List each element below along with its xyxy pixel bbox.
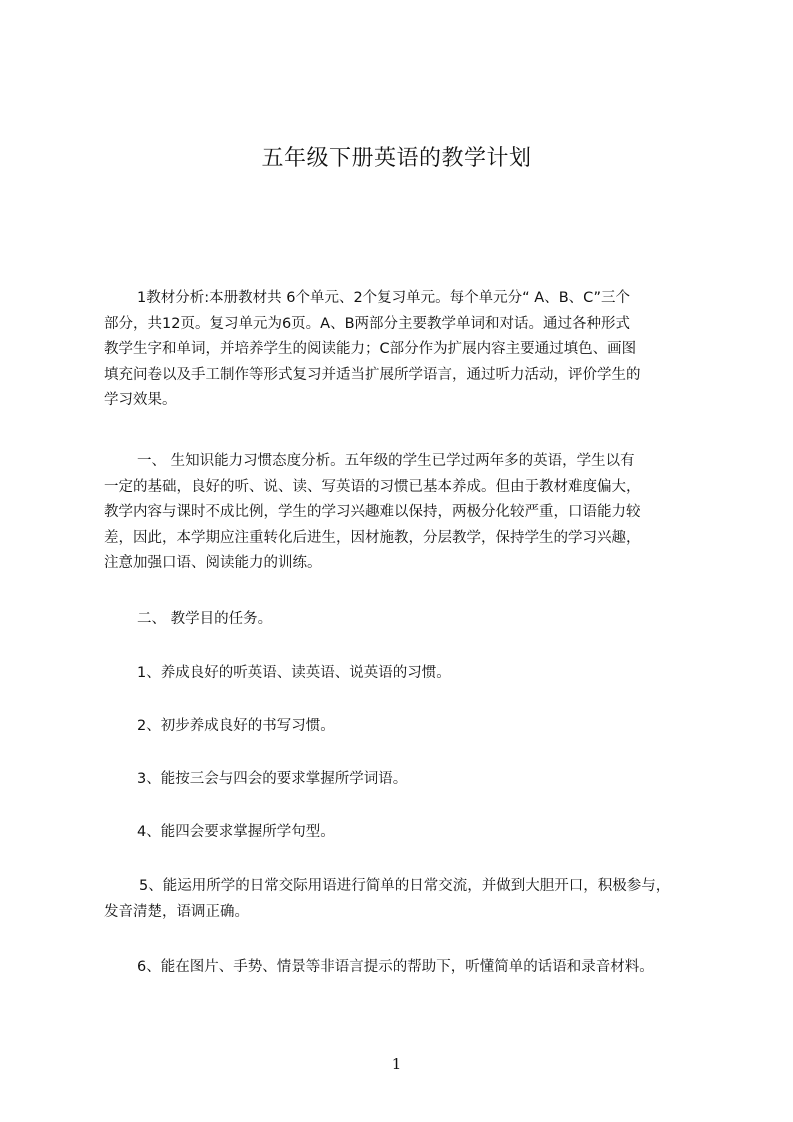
list-item: 1、养成良好的听英语、读英语、说英语的习惯。 — [137, 665, 451, 681]
document-title: 五年级下册英语的教学计划 — [261, 146, 532, 171]
list-item-multiline — [104, 874, 704, 925]
paragraph-line: 教学生字和单词，并培养学生的阅读能力；C部分作为扩展内容主要通过填色、画图 — [104, 341, 637, 357]
paragraph-line: 一定的基础，良好的听、说、读、写英语的习惯已基本养成。但由于教材难度偏大， — [104, 478, 641, 495]
list-item: 4、能四会要求掌握所学句型。 — [137, 824, 335, 840]
paragraph-line: 学习效果。 — [104, 392, 177, 408]
paragraph-line: 填充问卷以及手工制作等形式复习并适当扩展所学语言，通过听力活动，评价学生的 — [104, 366, 641, 383]
paragraph-student-analysis — [104, 449, 704, 577]
page-number: 1 — [391, 1055, 402, 1073]
list-item: 2、初步养成良好的书写习惯。 — [137, 718, 335, 734]
paragraph-line: 部分，共12页。复习单元为6页。A、B两部分主要教学单词和对话。通过各种形式 — [104, 315, 631, 332]
paragraph-line: 一、 生知识能力习惯态度分析。五年级的学生已学过两年多的英语，学生以有 — [137, 453, 635, 469]
section-heading-goals: 二、 教学目的任务。 — [137, 611, 273, 627]
list-item: 3、能按三会与四会的要求掌握所学词语。 — [137, 771, 408, 787]
paragraph-line: 5、能运用所学的日常交际用语进行简单的日常交流，并做到大胆开口，积极参与， — [139, 878, 671, 894]
paragraph-line: 差，因此，本学期应注重转化后进生，因材施教，分层教学，保持学生的学习兴趣， — [104, 529, 641, 546]
paragraph-line: 1教材分析:本册教材共 6个单元、2个复习单元。每个单元分“ A、B、C”三个 — [137, 290, 631, 306]
paragraph-textbook-analysis — [104, 286, 704, 414]
paragraph-line: 注意加强口语、阅读能力的训练。 — [104, 555, 322, 571]
paragraph-line: 教学内容与课时不成比例，学生的学习兴趣难以保持，两极分化较严重，口语能力较 — [104, 504, 641, 520]
paragraph-line: 发音清楚，语调正确。 — [104, 903, 249, 920]
list-item: 6、能在图片、手势、情景等非语言提示的帮助下，听懂简单的话语和录音材料。 — [137, 959, 654, 975]
